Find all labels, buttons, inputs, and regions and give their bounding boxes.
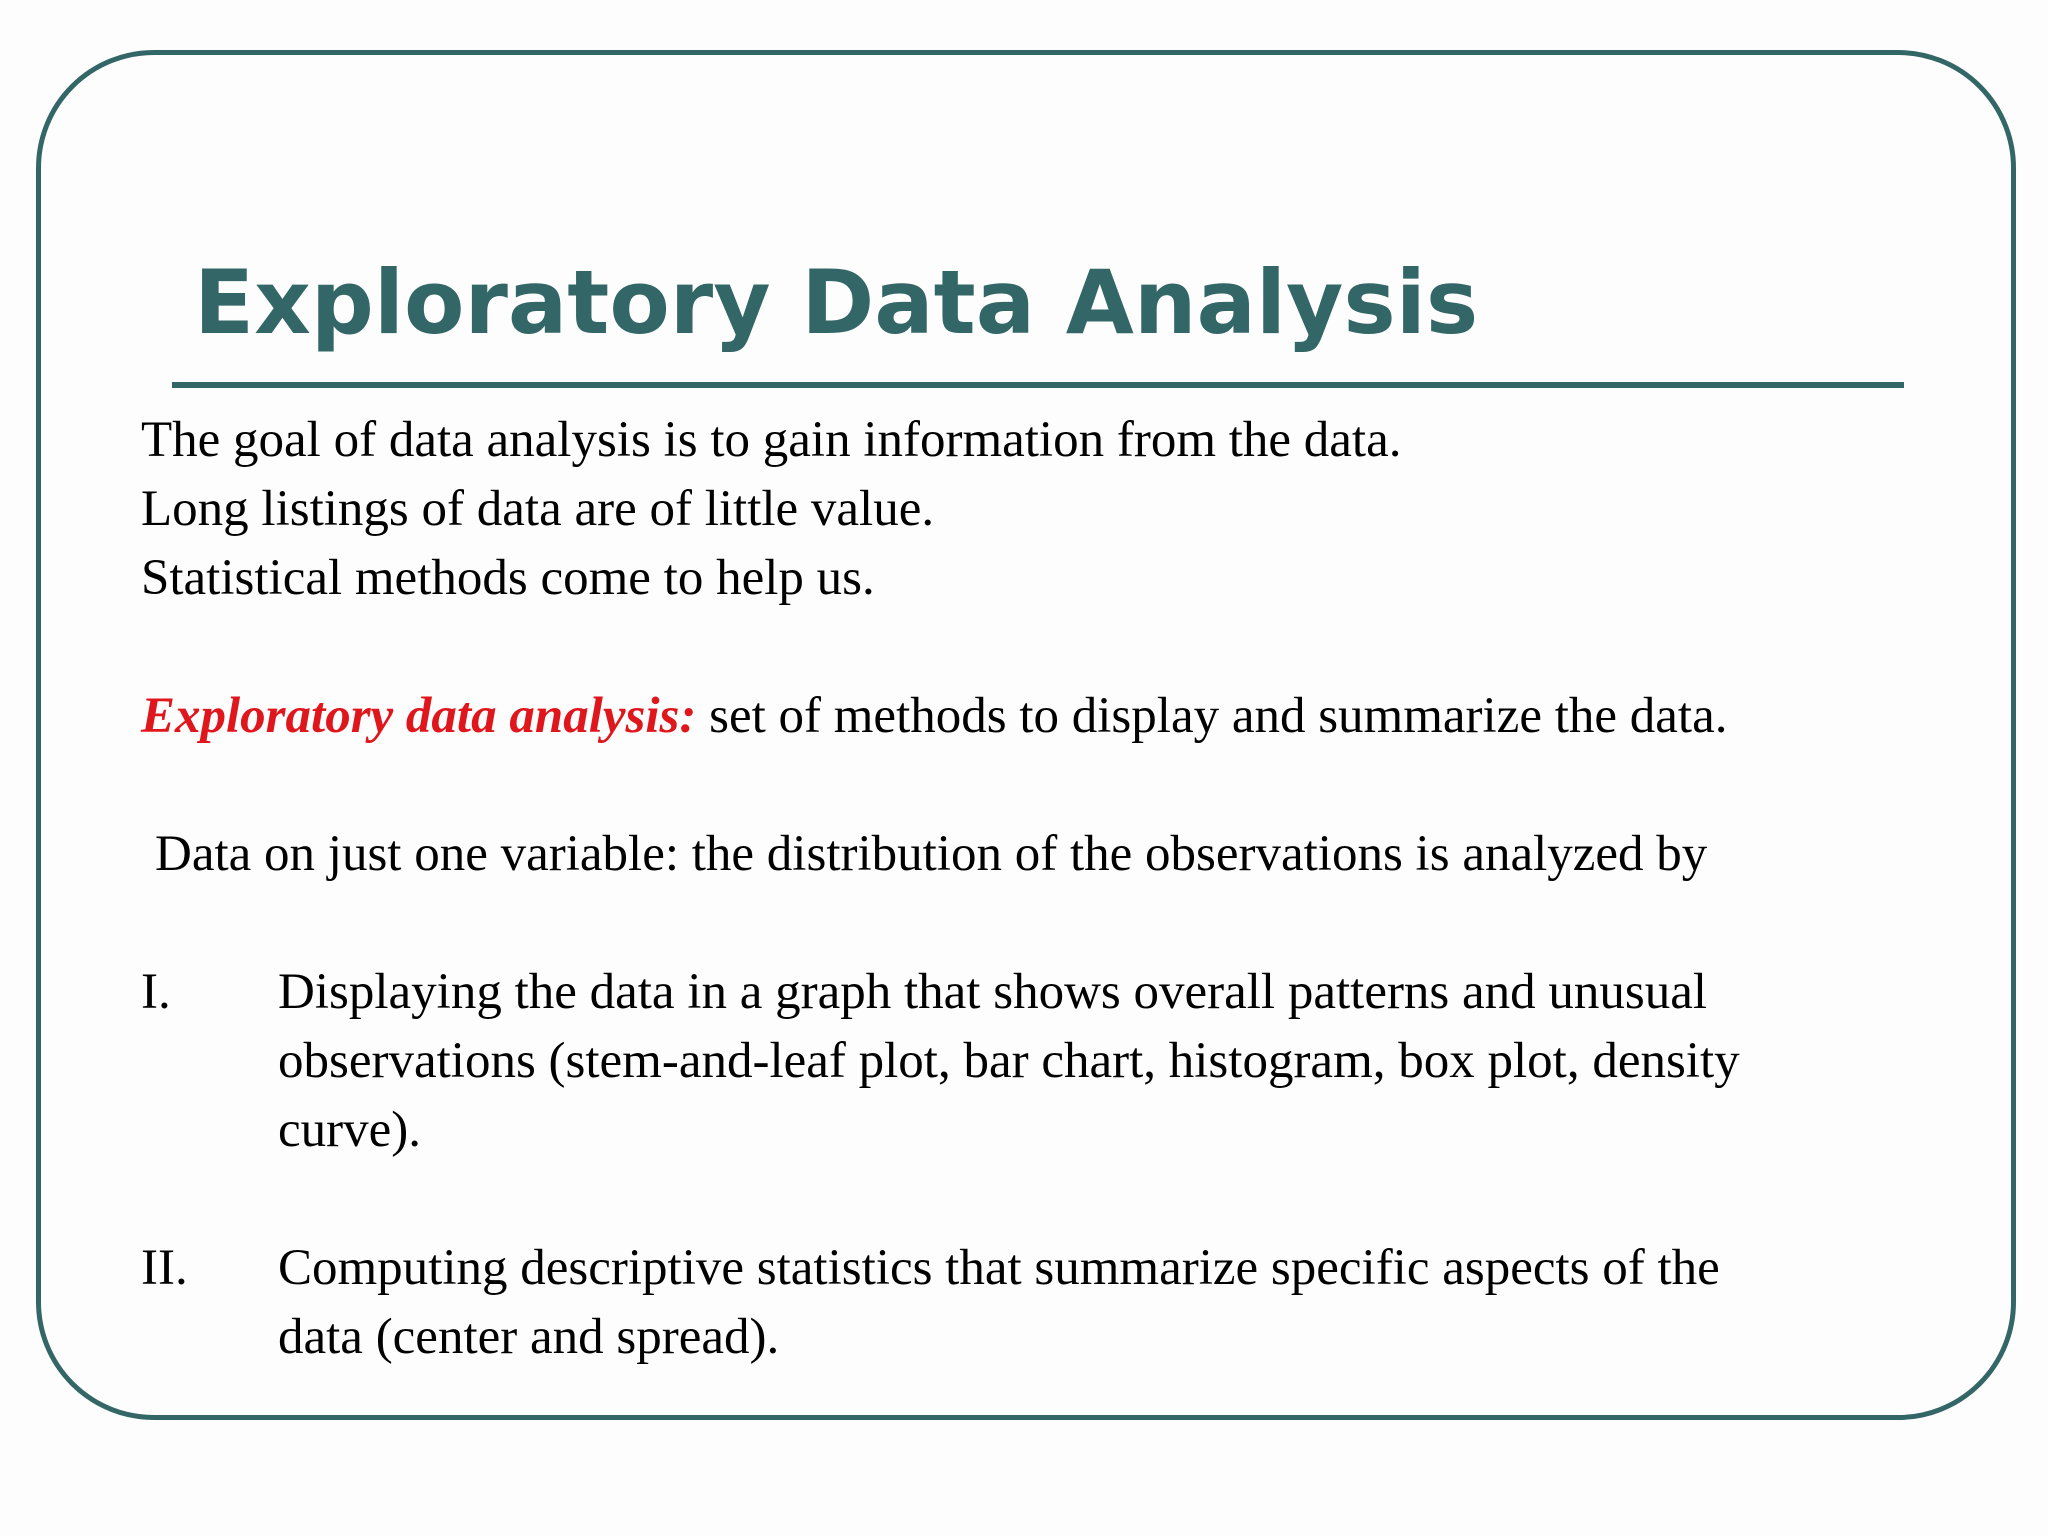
intro-line: Statistical methods come to help us. [141,550,875,606]
distribution-line: Data on just one variable: the distribution of the observations is analyzed by [155,826,1708,882]
slide-title: Exploratory Data Analysis [194,251,1479,354]
list-item-line: observations (stem-and-leaf plot, bar chart, histogram, box plot, density [278,1033,1740,1089]
definition-line [141,682,1727,751]
title-underline [172,382,1904,388]
list-item-line: Computing descriptive statistics that summarize specific aspects of the [278,1240,1720,1296]
definition-text: set of methods to display and summarize the data. [696,688,1728,744]
list-item-line: data (center and spread). [278,1309,780,1365]
intro-line: Long listings of data are of little value. [141,481,935,537]
list-numeral: I. [141,964,171,1020]
list-item-line: curve). [278,1102,421,1158]
intro-line: The goal of data analysis is to gain information from the data. [141,412,1402,468]
list-item-line: Displaying the data in a graph that shows overall patterns and unusual [278,964,1708,1020]
definition-term: Exploratory data analysis: [141,688,697,744]
list-numeral: II. [141,1240,188,1296]
